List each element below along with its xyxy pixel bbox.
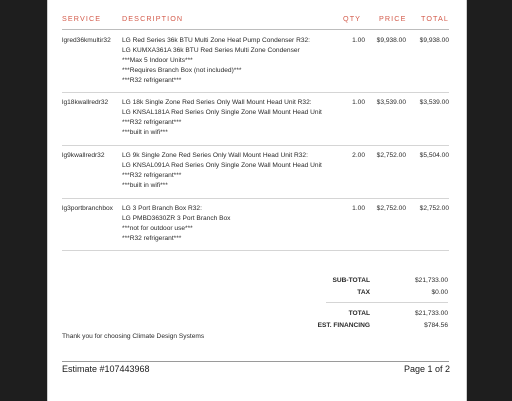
description-line: ***not for outdoor use***	[122, 225, 193, 232]
row-divider	[62, 198, 449, 199]
item-total: $3,539.00	[419, 99, 449, 106]
item-qty: 1.00	[352, 205, 365, 212]
item-description	[122, 151, 337, 191]
description-line: LG 9k Single Zone Red Series Only Wall Mount Head Unit R32:	[122, 152, 308, 159]
page-number: Page 1 of 2	[403, 364, 450, 374]
estimate-number: Estimate #107443968	[62, 364, 150, 374]
item-price: $2,752.00	[376, 205, 406, 212]
item-price: $2,752.00	[376, 152, 406, 159]
item-total: $5,504.00	[419, 152, 449, 159]
description-line: ***built in wifi***	[122, 182, 168, 189]
tax-label: TAX	[357, 289, 370, 296]
description-line: ***built in wifi***	[122, 129, 168, 136]
summary-divider	[326, 302, 448, 303]
total-value: $21,733.00	[414, 310, 448, 317]
service-code: lgred36kmultir32	[62, 37, 111, 44]
financing-value: $784.56	[424, 322, 448, 329]
header-divider	[62, 29, 449, 30]
col-price-header: PRICE	[379, 14, 407, 23]
item-total: $9,938.00	[419, 37, 449, 44]
description-line: ***R32 refrigerant***	[122, 77, 182, 84]
description-line: LG 18k Single Zone Red Series Only Wall Mount Head Unit R32:	[122, 99, 312, 106]
description-line: LG 3 Port Branch Box R32:	[122, 205, 202, 212]
description-line: LG KNSAL091A Red Series Only Single Zone Wall Mount Head Unit	[122, 162, 322, 169]
estimate-page	[47, 0, 467, 401]
col-qty-header: QTY	[343, 14, 362, 23]
thank-you-note: Thank you for choosing Climate Design Systems	[62, 333, 205, 340]
financing-label: EST. FINANCING	[317, 322, 370, 329]
description-line: LG Red Series 36k BTU Multi Zone Heat Pump Condenser R32:	[122, 37, 311, 44]
row-divider	[62, 250, 449, 251]
item-qty: 1.00	[352, 99, 365, 106]
description-line: ***R32 refrigerant***	[122, 119, 182, 126]
service-code: lg3portbranchbox	[62, 205, 113, 212]
subtotal-value: $21,733.00	[414, 277, 448, 284]
totals-summary	[288, 275, 448, 335]
description-line: ***Max 5 Indoor Units***	[122, 57, 193, 64]
description-line: ***R32 refrigerant***	[122, 235, 182, 242]
description-line: ***R32 refrigerant***	[122, 172, 182, 179]
item-qty: 1.00	[352, 37, 365, 44]
item-qty: 2.00	[352, 152, 365, 159]
service-code: lg18kwallredr32	[62, 99, 109, 106]
item-description	[122, 204, 337, 244]
subtotal-label: SUB-TOTAL	[332, 277, 370, 284]
description-line: LG KNSAL181A Red Series Only Single Zone Wall Mount Head Unit	[122, 109, 322, 116]
col-service-header: SERVICE	[62, 14, 102, 23]
footer-divider	[62, 361, 449, 362]
col-description-header: DESCRIPTION	[122, 14, 184, 23]
row-divider	[62, 92, 449, 93]
item-description	[122, 98, 337, 138]
row-divider	[62, 145, 449, 146]
total-label: TOTAL	[348, 310, 370, 317]
description-line: LG KUMXA361A 36k BTU Red Series Multi Zone Condenser	[122, 47, 300, 54]
tax-value: $0.00	[431, 289, 448, 296]
item-price: $3,539.00	[376, 99, 406, 106]
description-line: LG PMBD3630ZR 3 Port Branch Box	[122, 215, 231, 222]
item-total: $2,752.00	[419, 205, 449, 212]
table-header	[62, 14, 450, 26]
item-price: $9,938.00	[376, 37, 406, 44]
description-line: ***Requires Branch Box (not included)***	[122, 67, 242, 74]
col-total-header: TOTAL	[421, 14, 449, 23]
service-code: lg9kwallredr32	[62, 152, 105, 159]
item-description	[122, 36, 337, 86]
